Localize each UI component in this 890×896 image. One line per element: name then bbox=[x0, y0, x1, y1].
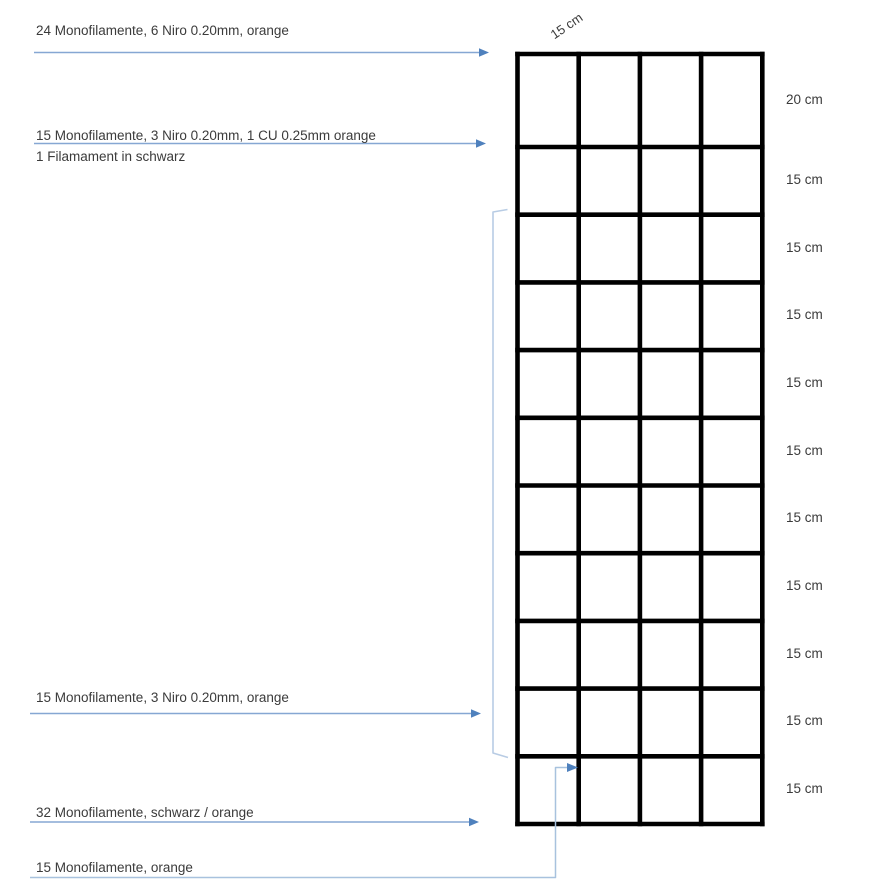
annotation-bottom-edge bbox=[36, 805, 254, 821]
row-height-label: 15 cm bbox=[786, 307, 823, 323]
arrow-first-cross-line-head bbox=[476, 139, 486, 148]
annotation-text: 24 Monofilamente, 6 Niro 0.20mm, orange bbox=[36, 23, 289, 38]
annotation-text: 15 Monofilamente, 3 Niro 0.20mm, orange bbox=[36, 690, 289, 705]
row-height-label: 15 cm bbox=[786, 713, 823, 729]
annotation-text: 15 Monofilamente, 3 Niro 0.20mm, 1 CU 0.25mm orange bbox=[36, 128, 376, 143]
annotation-top-edge bbox=[36, 23, 289, 39]
row-height-label: 15 cm bbox=[786, 442, 823, 458]
row-height-label: 15 cm bbox=[786, 171, 823, 187]
arrow-vertical-lines-head bbox=[567, 763, 578, 772]
annotation-first-cross-line bbox=[36, 125, 376, 167]
annotation-text: 15 Monofilamente, orange bbox=[36, 860, 193, 875]
annotation-vertical-lines bbox=[36, 860, 193, 876]
arrow-bottom-edge-head bbox=[469, 818, 479, 827]
annotation-middle-rows bbox=[36, 690, 289, 706]
annotation-text: 1 Filamament in schwarz bbox=[36, 149, 186, 164]
rows-span-bracket bbox=[493, 210, 508, 758]
mesh-width-label: 15 cm bbox=[547, 9, 586, 43]
arrow-top-edge-head bbox=[479, 48, 489, 57]
arrow-middle-rows-head bbox=[471, 709, 481, 718]
row-height-label: 15 cm bbox=[786, 239, 823, 255]
row-height-label: 15 cm bbox=[786, 510, 823, 526]
row-height-label: 15 cm bbox=[786, 645, 823, 661]
row-height-label: 15 cm bbox=[786, 374, 823, 390]
annotation-text: 32 Monofilamente, schwarz / orange bbox=[36, 805, 254, 820]
row-height-label: 15 cm bbox=[786, 781, 823, 797]
annotation-arrows bbox=[30, 48, 578, 877]
row-height-label: 20 cm bbox=[786, 91, 823, 107]
row-height-label: 15 cm bbox=[786, 578, 823, 594]
mesh-grid bbox=[515, 52, 764, 827]
